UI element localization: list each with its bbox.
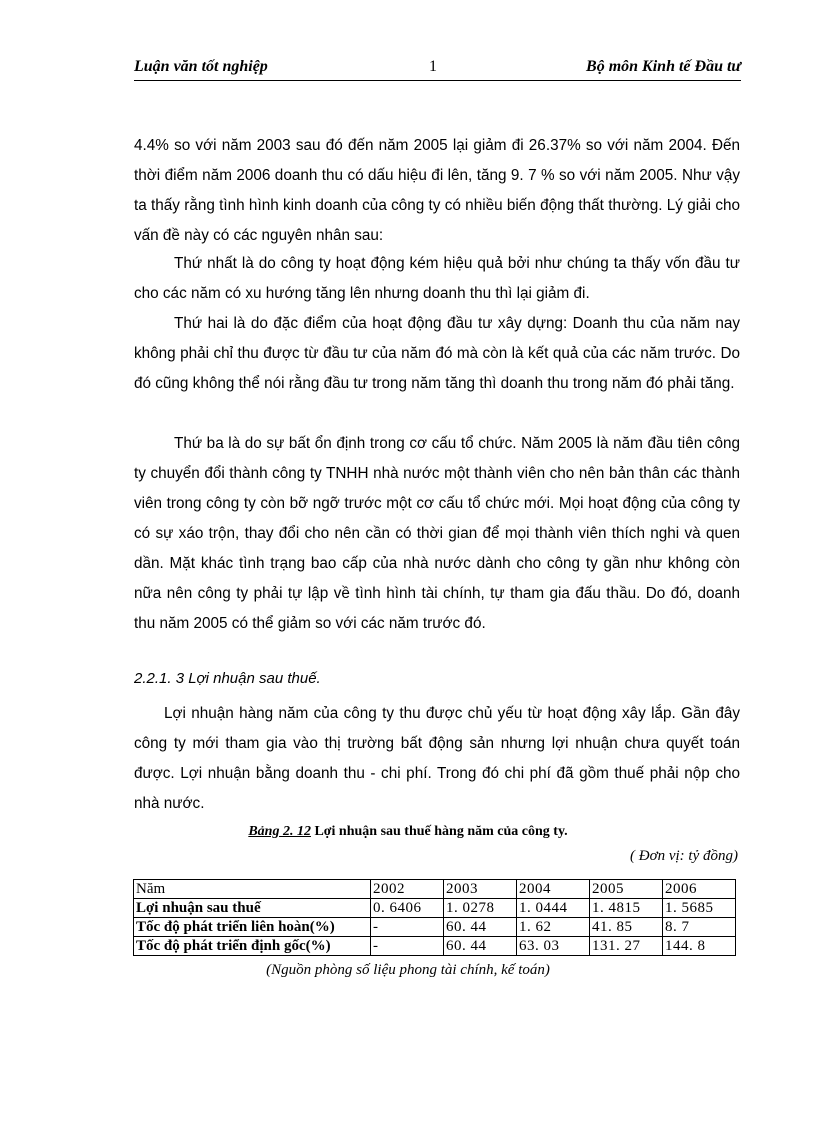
profit-table <box>133 879 736 956</box>
table-row-label: Tốc độ phát triển liên hoàn(%) <box>134 918 371 937</box>
table-cell: 60. 44 <box>444 918 517 937</box>
table-row <box>134 918 736 937</box>
table-caption-label: Bảng 2. 12 <box>248 824 311 839</box>
table-header-row <box>134 880 736 899</box>
table-caption <box>0 824 816 840</box>
table-cell: 1. 62 <box>517 918 590 937</box>
table-cell: 8. 7 <box>663 918 736 937</box>
section-heading: 2.2.1. 3 Lợi nhuận sau thuế. <box>134 670 321 687</box>
table-cell: 131. 27 <box>590 937 663 956</box>
table-cell: 63. 03 <box>517 937 590 956</box>
paragraph-reason-three: Thứ ba là do sự bất ổn định trong cơ cấu tổ chức. Năm 2005 là năm đầu tiên công ty chuyển đổi thành công ty TNHH nhà nước một thành viên cho nên bản thân các thành viên trong công ty còn bỡ ngỡ trước một cơ cấu tổ chức mới. Mọi hoạt động của công ty có sự xáo trộn, thay đổi cho nên cần có thời gian để mọi thành viên thích nghi và quen dần. Mặt khác tình trạng bao cấp của nhà nước dành cho công ty gần như không còn nữa nên công ty phải tự lập về tình hình tài chính, tự tham gia đấu thầu. Do đó, doanh thu năm 2005 có thể giảm so với các năm trước đó. <box>134 435 740 632</box>
page-number: 1 <box>429 58 437 75</box>
header-divider <box>134 80 741 81</box>
table-cell: - <box>371 918 444 937</box>
table-header-cell: 2004 <box>517 880 590 899</box>
table-header-cell: Năm <box>134 880 371 899</box>
table-caption-text: Lợi nhuận sau thuế hàng năm của công ty. <box>310 824 568 839</box>
table-cell: 60. 44 <box>444 937 517 956</box>
table-cell: - <box>371 937 444 956</box>
table-row-label: Tốc độ phát triển định gốc(%) <box>134 937 371 956</box>
table-cell: 1. 4815 <box>590 899 663 918</box>
table-row-label: Lợi nhuận sau thuế <box>134 899 371 918</box>
table-cell: 1. 5685 <box>663 899 736 918</box>
paragraph-profit-intro: Lợi nhuận hàng năm của công ty thu được chủ yếu từ hoạt động xây lắp. Gần đây công ty mới tham gia vào thị trường bất động sản nhưng lợi nhuận chưa quyết toán được. Lợi nhuận bằng doanh thu - chi phí. Trong đó chi phí đã gồm thuế phải nộp cho nhà nước. <box>134 705 740 812</box>
table-cell: 41. 85 <box>590 918 663 937</box>
paragraph-reason-one: Thứ nhất là do công ty hoạt động kém hiệu quả bởi như chúng ta thấy vốn đầu tư cho các năm có xu hướng tăng lên nhưng doanh thu thì lại giảm đi. <box>134 255 740 302</box>
table-cell: 0. 6406 <box>371 899 444 918</box>
table-header-cell: 2002 <box>371 880 444 899</box>
table-cell: 144. 8 <box>663 937 736 956</box>
table-header-cell: 2005 <box>590 880 663 899</box>
table-cell: 1. 0444 <box>517 899 590 918</box>
table-header-cell: 2003 <box>444 880 517 899</box>
table-header-cell: 2006 <box>663 880 736 899</box>
table-source: (Nguồn phòng số liệu phong tài chính, kế toán) <box>266 962 550 978</box>
paragraph-reason-two: Thứ hai là do đặc điểm của hoạt động đầu tư xây dựng: Doanh thu của năm nay không phải chỉ thu được từ đầu tư của năm đó mà còn là kết quả của các năm trước. Do đó cũng không thể nói rằng đầu tư trong năm tăng thì doanh thu trong năm đó phải tăng. <box>134 315 740 392</box>
table-cell: 1. 0278 <box>444 899 517 918</box>
page-header <box>134 58 741 80</box>
header-thesis-title: Luận văn tốt nghiệp <box>134 58 268 75</box>
table-row <box>134 899 736 918</box>
paragraph-revenue-trend: 4.4% so với năm 2003 sau đó đến năm 2005 lại giảm đi 26.37% so với năm 2004. Đến thời điểm năm 2006 doanh thu có dấu hiệu đi lên, tăng 9. 7 % so với năm 2005. Như vậy ta thấy rằng tình hình kinh doanh của công ty có nhiều biến động thất thường. Lý giải cho vấn đề này có các nguyên nhân sau: <box>134 137 740 244</box>
table-row <box>134 937 736 956</box>
header-department: Bộ môn Kinh tế Đầu tư <box>586 58 741 75</box>
table-unit: ( Đơn vị: tỷ đồng) <box>630 848 738 864</box>
